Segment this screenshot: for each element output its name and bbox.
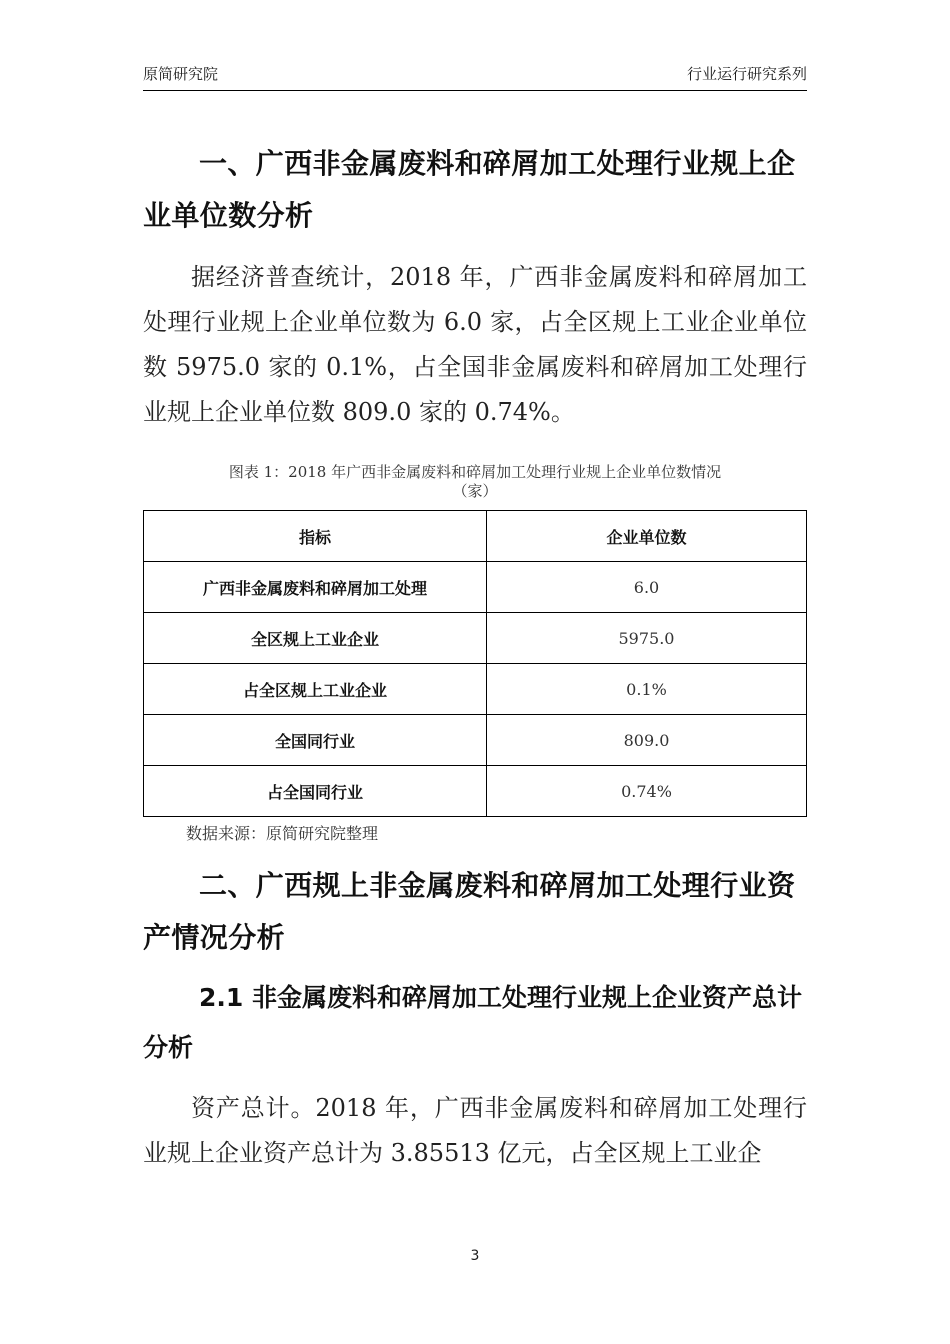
row-value: 5975.0 [487,613,807,664]
section2-paragraph: 资产总计。2018 年，广西非金属废料和碎屑加工处理行业规上企业资产总计为 3.85513 亿元，占全区规上工业企 [143,1094,807,1167]
table-row [144,664,807,715]
table-row [144,766,807,817]
page-number: 3 [470,1248,480,1264]
table-caption-line1: 图表 1：2018 年广西非金属废料和碎屑加工处理行业规上企业单位数情况 [228,463,722,481]
page-header [143,62,807,91]
table-header-row [144,511,807,562]
row-label: 占全区规上工业企业 [144,664,487,715]
header-indicator: 指标 [144,511,487,562]
header-right: 行业运行研究系列 [686,65,807,83]
row-label: 占全国同行业 [144,766,487,817]
row-value: 0.74% [487,766,807,817]
section1-heading: 一、广西非金属废料和碎屑加工处理行业规上企业单位数分析 [143,147,796,232]
enterprise-count-table [143,510,807,817]
section2-heading: 二、广西规上非金属废料和碎屑加工处理行业资产情况分析 [143,869,796,954]
table-source: 数据来源：原简研究院整理 [186,824,379,843]
row-label: 广西非金属废料和碎屑加工处理 [144,562,487,613]
table-row [144,613,807,664]
row-value: 0.1% [487,664,807,715]
row-value: 809.0 [487,715,807,766]
header-left: 原简研究院 [143,65,219,83]
table-caption [143,463,807,501]
header-count: 企业单位数 [487,511,807,562]
section2-subheading: 2.1 非金属废料和碎屑加工处理行业规上企业资产总计分析 [143,983,802,1062]
row-label: 全区规上工业企业 [144,613,487,664]
table-row [144,715,807,766]
row-value: 6.0 [487,562,807,613]
row-label: 全国同行业 [144,715,487,766]
table-caption-line2: （家） [452,482,498,500]
table-row [144,562,807,613]
section1-paragraph: 据经济普查统计，2018 年，广西非金属废料和碎屑加工处理行业规上企业单位数为 6.0 家，占全区规上工业企业单位数 5975.0 家的 0.1%，占全国非金属废料和碎屑加工处理行业规上企业单位数 809.0 家的 0.74%。 [143,263,807,426]
